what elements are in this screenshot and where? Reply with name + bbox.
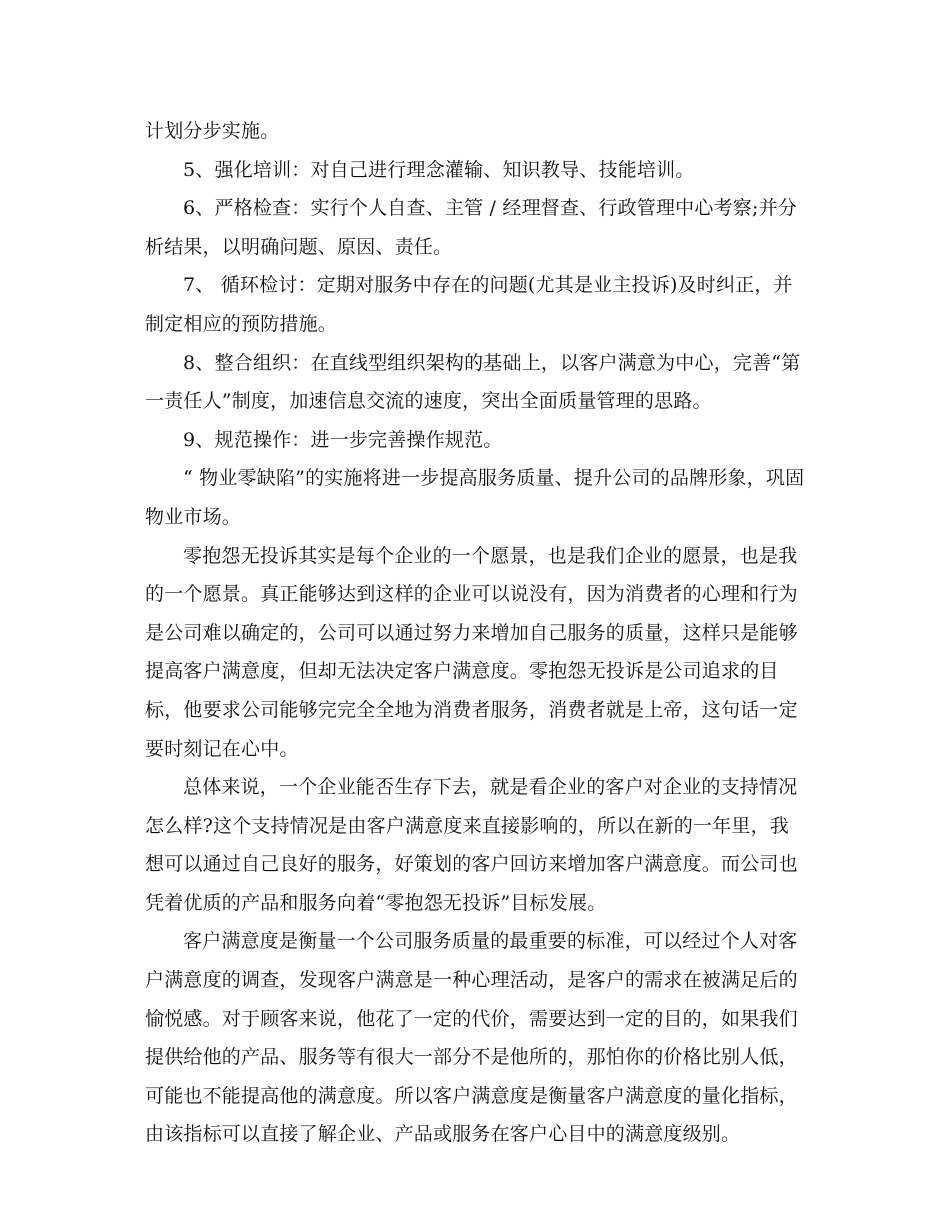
paragraph-item-8: 8、整合组织：在直线型组织架构的基础上，以客户满意为中心，完善“第一责任人”制度，加速信息交流的速度，突出全面质量管理的思路。 (145, 351, 801, 413)
paragraph-overall: 总体来说，一个企业能否生存下去，就是看企业的客户对企业的支持情况怎么样?这个支持情况是由客户满意度来直接影响的，所以在新的一年里，我想可以通过自己良好的服务，好策划的客户回访来增加客户满意度。而公司也凭着优质的产品和服务向着“零抱怨无投诉”目标发展。 (145, 776, 798, 914)
paragraph-item-6: 6、严格检查：实行个人自查、主管 / 经理督查、行政管理中心考察;并分析结果，以明确问题、原因、责任。 (145, 197, 797, 258)
paragraph-zero-complaint: 零抱怨无投诉其实是每个企业的一个愿景，也是我们企业的愿景，也是我的一个愿景。真正能够达到这样的企业可以说没有，因为消费者的心理和行为是公司难以确定的，公司可以通过努力来增加自己服务的质量，这样只是能够提高客户满意度，但却无法决定客户满意度。零抱怨无投诉是公司追求的目标，他要求公司能够完完全全地为消费者服务，消费者就是上帝，这句话一定要时刻记在心中。 (145, 544, 798, 760)
paragraph-zero-defect: “ 物业零缺陷”的实施将进一步提高服务质量、提升公司的品牌形象，巩固物业市场。 (145, 467, 805, 528)
paragraph-satisfaction: 客户满意度是衡量一个公司服务质量的最重要的标准，可以经过个人对客户满意度的调查，发现客户满意是一种心理活动，是客户的需求在被满足后的愉悦感。对于顾客来说，他花了一定的代价，需要达到一定的目的，如果我们提供给他的产品、服务等有很大一部分不是他所的，那怕你的价格比别人低，可能也不能提高他的满意度。所以客户满意度是衡量客户满意度的量化指标，由该指标可以直接了解企业、产品或服务在客户心目中的满意度级别。 (145, 930, 798, 1146)
paragraph-item-5: 5、强化培训：对自己进行理念灌输、知识教导、技能培训。 (183, 158, 695, 181)
paragraph-item-7: 7、 循环检讨：定期对服务中存在的问题(尤其是业主投诉)及时纠正，并制定相应的预防措施。 (145, 274, 793, 335)
paragraph-item-9: 9、规范操作：进一步完善操作规范。 (183, 428, 503, 451)
paragraph-continuation: 计划分步实施。 (145, 120, 280, 142)
document-body (145, 112, 807, 1154)
